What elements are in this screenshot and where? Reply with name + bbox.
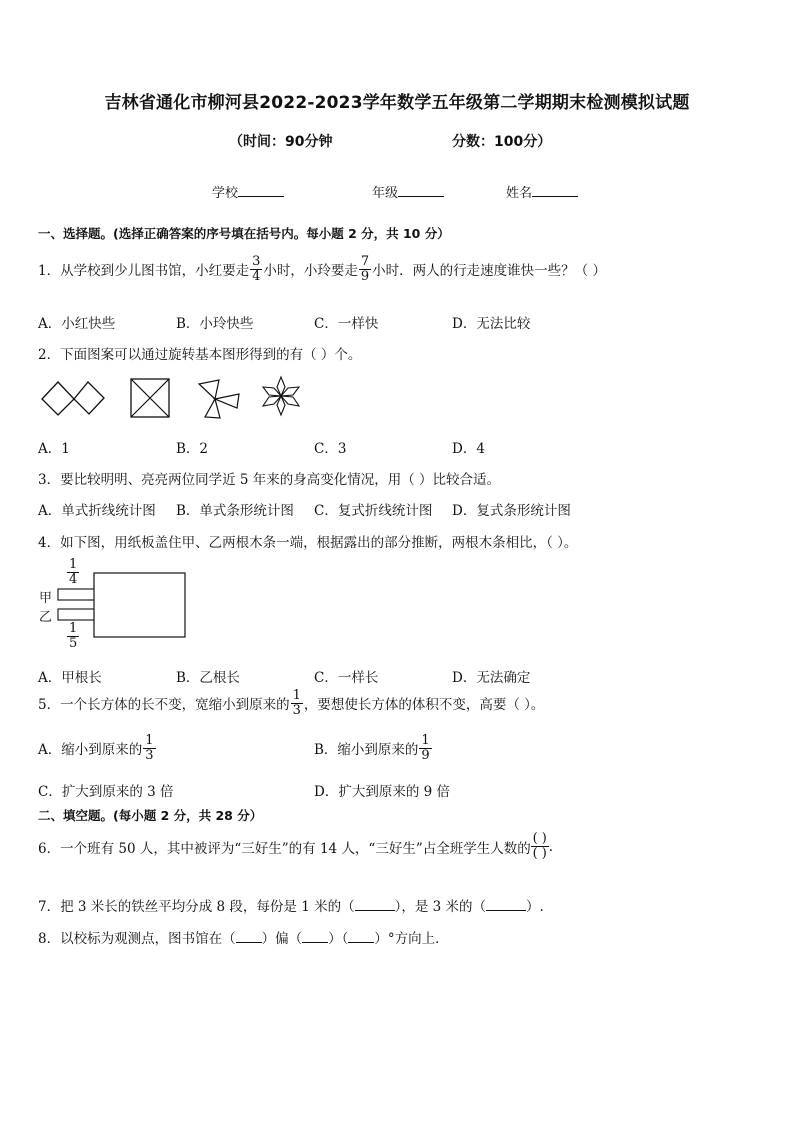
q5-option-d[interactable]: D．扩大到原来的 9 倍 — [314, 784, 450, 800]
q4-bottom-fraction: $\frac{1}{5}$ — [69, 621, 78, 651]
question-2: 2．下面图案可以通过旋转基本图形得到的有（ ）个。 — [38, 347, 362, 363]
exam-score: 分数：100分） — [452, 134, 552, 150]
q4-option-d[interactable]: D．无法确定 — [452, 670, 531, 686]
name-field[interactable] — [506, 182, 578, 201]
q5-option-b[interactable]: B．缩小到原来的 $\frac{1}{9}$ — [314, 733, 430, 763]
q4-option-b[interactable]: B．乙根长 — [176, 670, 240, 686]
exam-time: （时间：90分钟 — [229, 134, 333, 150]
q2-option-c[interactable]: C．3 — [314, 441, 347, 457]
label-yi: 乙 — [39, 610, 53, 625]
two-squares-figure — [40, 378, 106, 416]
stick-jia — [58, 589, 96, 600]
question-7: 7．把 3 米长的铁丝平均分成 8 段，每份是 1 米的（ ），是 3 米的（ ）. — [38, 899, 544, 915]
q1-fraction-1: $\frac{3}{4}$ — [252, 254, 261, 284]
cardboard-stick-diagram — [56, 571, 188, 639]
q3-option-a[interactable]: A．单式折线统计图 — [38, 503, 156, 519]
q2-option-a[interactable]: A．1 — [38, 441, 70, 457]
grade-label: 年级 — [372, 186, 399, 201]
star-rhombus-figure — [259, 375, 303, 419]
page-title: 吉林省通化市柳河县2022-2023学年数学五年级第二学期期末检测模拟试题 — [104, 93, 690, 113]
q8-blank-3[interactable] — [348, 930, 374, 943]
q8-blank-2[interactable] — [302, 930, 328, 943]
q1-prefix: 1．从学校到少儿图书馆，小红要走 — [38, 263, 250, 280]
section1-heading: 一、选择题。(选择正确答案的序号填在括号内。每小题 2 分，共 10 分） — [38, 226, 450, 241]
q1-fraction-2: $\frac{7}{9}$ — [360, 254, 370, 284]
q4-top-fraction: $\frac{1}{4}$ — [69, 557, 78, 587]
question-8: 8．以校标为观测点，图书馆在（ ）偏（ ）（ ）°方向上． — [38, 931, 449, 947]
q5-prefix: 5．一个长方体的长不变，宽缩小到原来的 — [38, 697, 290, 714]
q2-option-d[interactable]: D．4 — [452, 441, 485, 457]
cardboard — [94, 573, 185, 637]
question-3: 3．要比较明明、亮亮两位同学近 5 年来的身高变化情况，用（ ）比较合适。 — [38, 472, 501, 488]
q8-blank-1[interactable] — [236, 930, 262, 943]
q5-option-c[interactable]: C．扩大到原来的 3 倍 — [38, 784, 174, 800]
grade-field[interactable] — [372, 182, 444, 201]
q6-answer-fraction[interactable]: $\frac{( )}{( )}$ — [532, 831, 547, 862]
school-label: 学校 — [212, 186, 239, 201]
q2-option-b[interactable]: B．2 — [176, 441, 209, 457]
school-field[interactable] — [212, 182, 284, 201]
label-jia: 甲 — [39, 591, 53, 606]
question-5 — [38, 689, 544, 717]
q7-blank-2[interactable] — [486, 898, 526, 911]
question-6: 6．一个班有 50 人，其中被评为“三好生”的有 14 人，“三好生”占全班学生人数的 $\frac{( )}{( )}$ . — [38, 831, 554, 862]
question-4: 4．如下图，用纸板盖住甲、乙两根木条一端，根据露出的部分推断，两根木条相比，（ ）。 — [38, 535, 578, 551]
q1-option-b[interactable]: B．小玲快些 — [176, 316, 254, 332]
q7-blank-1[interactable] — [355, 898, 395, 911]
square-with-diagonals-figure — [129, 377, 171, 419]
section2-heading: 二、填空题。(每小题 2 分，共 28 分） — [38, 808, 263, 823]
q3-option-d[interactable]: D．复式条形统计图 — [452, 503, 571, 519]
q5-suffix: ，要想使长方体的体积不变，高要（ ）。 — [303, 697, 545, 714]
stick-yi — [58, 609, 96, 620]
q3-option-b[interactable]: B．单式条形统计图 — [176, 503, 294, 519]
q3-option-c[interactable]: C．复式折线统计图 — [314, 503, 433, 519]
question-1 — [38, 255, 606, 283]
pinwheel-figure — [195, 377, 243, 421]
q1-suffix: 小时．两人的行走速度谁快一些？（ ） — [372, 263, 606, 280]
q4-option-a[interactable]: A．甲根长 — [38, 670, 102, 686]
q1-option-a[interactable]: A．小红快些 — [38, 316, 116, 332]
q5-fraction: $\frac{1}{3}$ — [292, 688, 301, 718]
q5-option-a[interactable]: A．缩小到原来的 $\frac{1}{3}$ — [38, 733, 154, 763]
q1-option-c[interactable]: C．一样快 — [314, 316, 379, 332]
name-label: 姓名 — [506, 186, 533, 201]
q1-option-d[interactable]: D．无法比较 — [452, 316, 531, 332]
q6-text: 6．一个班有 50 人，其中被评为“三好生”的有 14 人，“三好生”占全班学生人数的 — [38, 840, 531, 857]
q4-option-c[interactable]: C．一样长 — [314, 670, 379, 686]
q1-mid: 小时，小玲要走 — [263, 263, 358, 280]
